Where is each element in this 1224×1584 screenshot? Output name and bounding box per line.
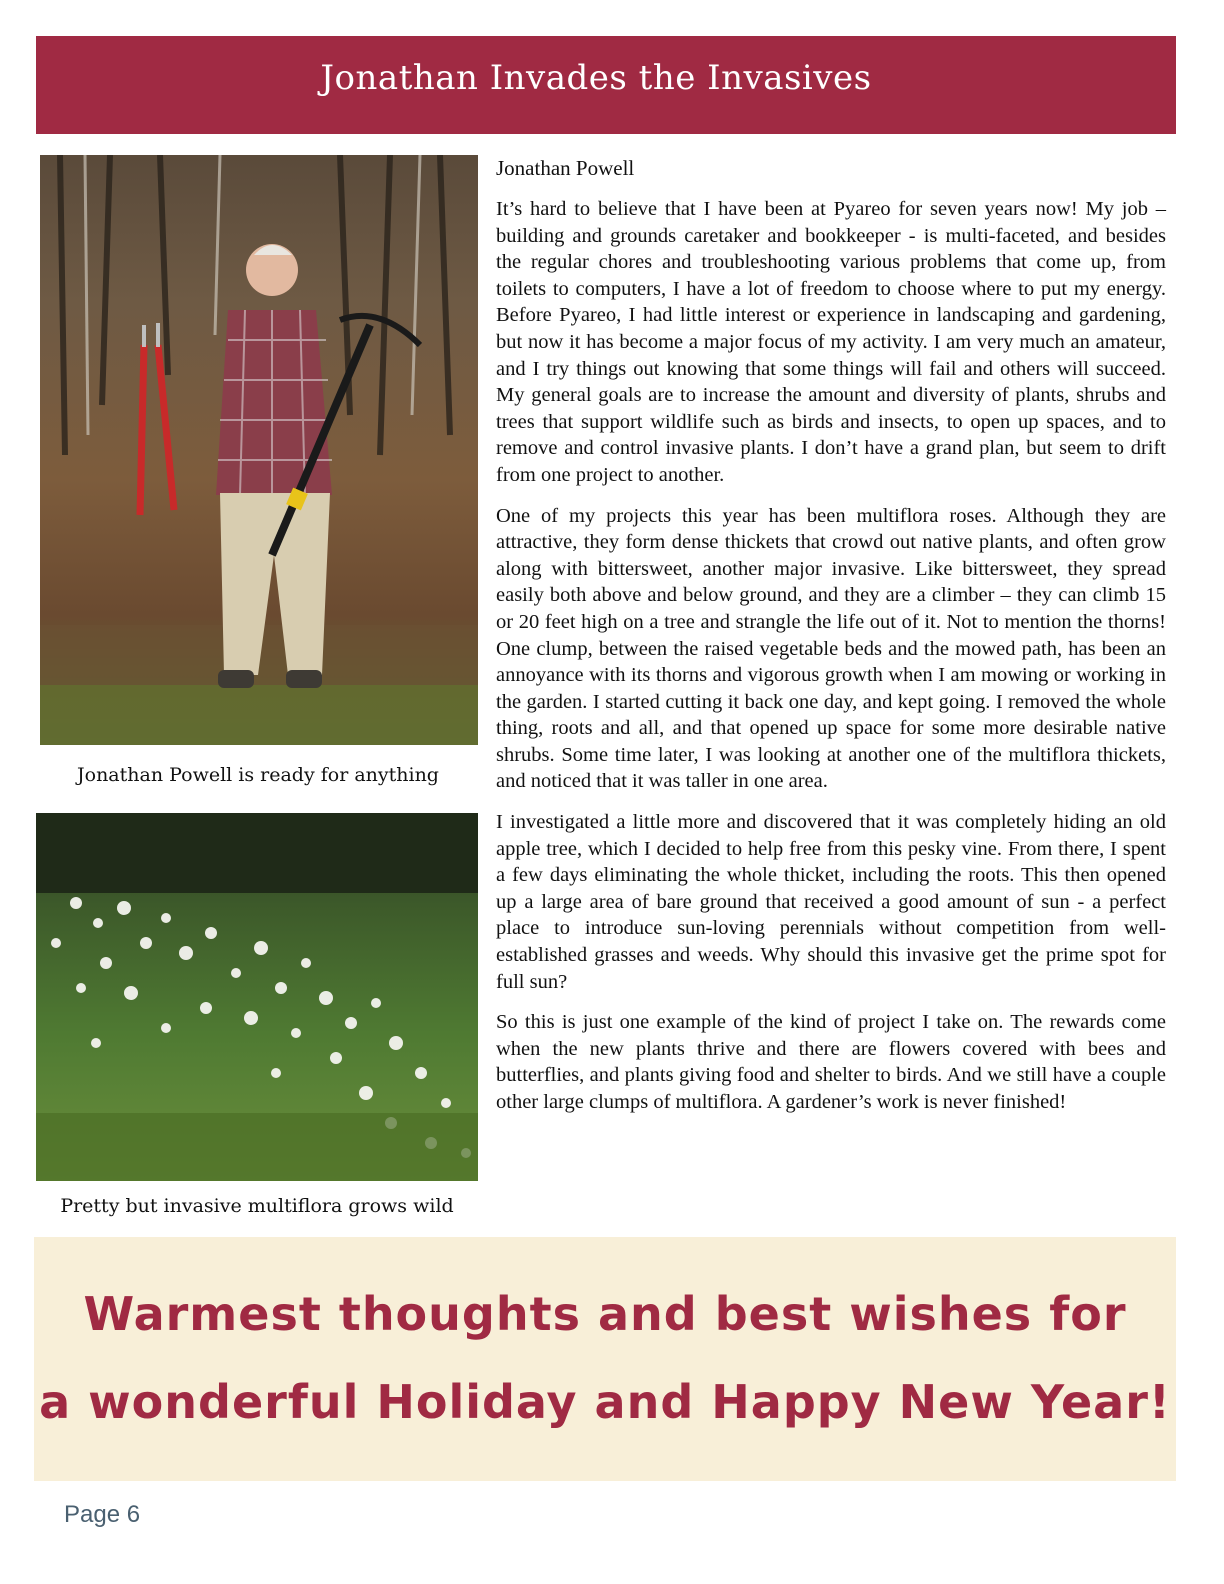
article-banner (36, 36, 1176, 134)
photo-multiflora-illustration (36, 813, 478, 1181)
holiday-greeting-line-1: Warmest thoughts and best wishes for (83, 1287, 1127, 1341)
photo-multiflora-rose (36, 813, 478, 1181)
photo-caption-jonathan: Jonathan Powell is ready for anything (77, 764, 439, 786)
holiday-greeting-line-2: a wonderful Holiday and Happy New Year! (39, 1375, 1171, 1429)
article-title: Jonathan Invades the Invasives (320, 58, 872, 98)
article-byline: Jonathan Powell (496, 156, 635, 180)
photo-jonathan-illustration (40, 155, 478, 745)
article-paragraph: I investigated a little more and discovered that it was completely hiding an old apple tree, which I decided to help free from this pesky vine. From there, I spent a few days eliminating the whole thicket, including the roots. This then opened up a large area of bare ground that received a good amount of sun - a perfect place to introduce sun-loving perennials without competition from well-established grasses and weeds. Why should this invasive get the prime spot for full sun? (496, 811, 1166, 993)
article-paragraph: So this is just one example of the kind of project I take on. The rewards come when the new plants thrive and there are flowers covered with bees and butterflies, and plants giving food and shelter to birds. And we still have a couple other large clumps of multiflora. A gardener’s work is never finished! (496, 1011, 1166, 1113)
page-number: Page 6 (64, 1501, 141, 1528)
holiday-greeting-box (34, 1237, 1176, 1481)
article-paragraph: It’s hard to believe that I have been at Pyareo for seven years now! My job – building and grounds caretaker and bookkeeper - is multi-faceted, and besides the regular chores and troubleshooting various problems that come up, from toilets to computers, I have a lot of freedom to choose where to put my energy. Before Pyareo, I had little interest or experience in landscaping and gardening, but now it has become a major focus of my activity. I am very much an amateur, and I try things out knowing that some things will fail and others will succeed. My general goals are to increase the amount and diversity of plants, shrubs and trees that support wildlife such as birds and insects, to open up spaces, and to remove and control invasive plants. I don’t have a grand plan, but seem to drift from one project to another. (496, 198, 1166, 486)
photo-jonathan-with-tools (40, 155, 478, 745)
article-body (496, 155, 1166, 1130)
article-paragraph: One of my projects this year has been multiflora roses. Although they are attractive, they form dense thickets that crowd out native plants, and often grow along with bittersweet, another major invasive. Like bittersweet, they spread easily both above and below ground, and they are a climber – they can climb 15 or 20 feet high on a tree and strangle the life out of it. Not to mention the thorns! One clump, between the raised vegetable beds and the mowed path, has been an annoyance with its thorns and vigorous growth when I am mowing or working in the garden. I started cutting it back one day, and kept going. I removed the whole thing, roots and all, and that opened up space for some more desirable native shrubs. Some time later, I was looking at another one of the multiflora thickets, and noticed that it was taller in one area. (496, 504, 1166, 793)
photo-caption-multiflora: Pretty but invasive multiflora grows wild (60, 1195, 454, 1217)
